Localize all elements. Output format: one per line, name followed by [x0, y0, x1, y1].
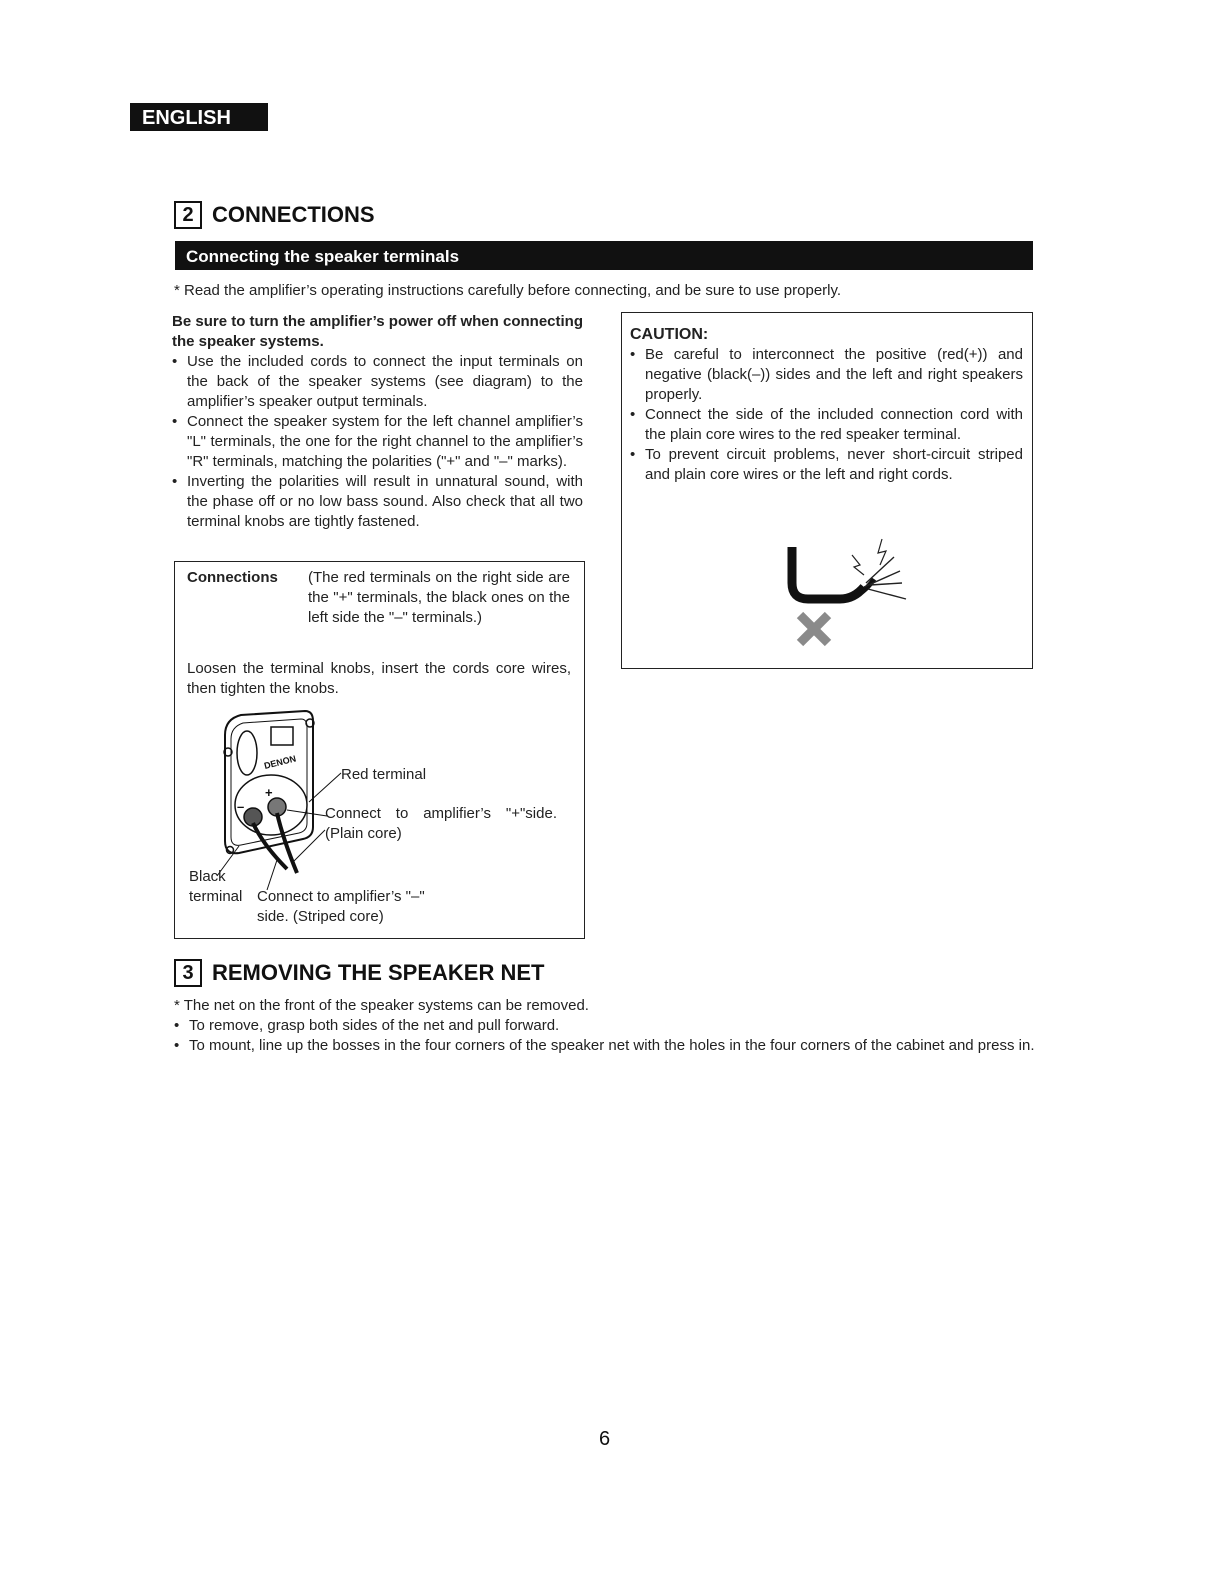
section-number: 2	[174, 201, 202, 229]
list-item: • To prevent circuit problems, never short-circuit striped and plain core wires or the left and right cords.	[630, 445, 1023, 485]
leader-line	[267, 860, 277, 890]
language-tag: ENGLISH	[130, 103, 268, 131]
minus-side-label: Connect to amplifier’s "–"	[257, 888, 425, 905]
left-column-text	[172, 312, 583, 532]
caution-title: CAUTION:	[630, 326, 709, 343]
caution-box	[621, 312, 1033, 669]
list-item: • Be careful to interconnect the positive (red(+)) and negative (black(–)) sides and the left and right speakers properly.	[630, 345, 1023, 405]
list-item: • To mount, line up the bosses in the four corners of the speaker net with the holes in the four corners of the cabinet and press in.	[174, 1036, 1036, 1056]
list-item: • Use the included cords to connect the input terminals on the back of the speaker systems (see diagram) to the amplifier’s speaker output terminals.	[172, 352, 583, 412]
caution-bullet-list	[630, 345, 1023, 485]
list-item: • Connect the side of the included connection cord with the plain core wires to the red speaker terminal.	[630, 405, 1023, 445]
plus-side-label: Connect to amplifier’s "+"side. (Plain core)	[325, 805, 557, 842]
spark-icon	[852, 555, 864, 575]
plus-mark: +	[265, 785, 273, 800]
page-number: 6	[599, 1428, 611, 1450]
leader-line	[293, 830, 325, 862]
frayed-wires	[864, 557, 906, 599]
leader-line	[309, 773, 341, 802]
leader-lines	[175, 562, 586, 940]
list-item: • To remove, grasp both sides of the net and pull forward.	[174, 1016, 1036, 1036]
cross-x-icon	[800, 615, 828, 643]
section-number: 3	[174, 959, 202, 987]
section-heading-speaker-net	[174, 959, 544, 987]
leader-line	[287, 810, 327, 816]
black-label: Black	[189, 868, 226, 885]
speaker-net-text	[174, 996, 1036, 1056]
red-terminal-label: Red terminal	[341, 766, 427, 783]
subheading-speaker-terminals: Connecting the speaker terminals	[175, 241, 1033, 270]
short-circuit-illustration	[782, 535, 912, 655]
connections-box	[174, 561, 585, 939]
terminal-label: terminal	[189, 888, 243, 905]
striped-core-label: side. (Striped core)	[257, 908, 384, 925]
minus-mark: –	[237, 799, 245, 814]
speaker-net-bullet-list	[174, 1016, 1036, 1056]
spark-icon	[878, 539, 886, 565]
brand-logo: DENON	[263, 753, 298, 771]
loosen-knobs-instruction: Loosen the terminal knobs, insert the cords core wires, then tighten the knobs.	[187, 660, 571, 697]
cord-wire	[792, 547, 864, 599]
power-off-warning: Be sure to turn the amplifier’s power off when connecting the speaker systems.	[172, 313, 583, 350]
connections-label: Connections	[187, 569, 278, 586]
section-heading-connections	[174, 201, 375, 229]
connection-bullet-list	[172, 352, 583, 532]
section-title: CONNECTIONS	[212, 202, 375, 227]
terminal-color-note: (The red terminals on the right side are the "+" terminals, the black ones on the left side the "–" terminals.)	[308, 569, 570, 626]
removable-net-note: * The net on the front of the speaker systems can be removed.	[174, 997, 589, 1014]
section-title: REMOVING THE SPEAKER NET	[212, 960, 545, 985]
list-item: • Connect the speaker system for the left channel amplifier’s "L" terminals, the one for the right channel to the amplifier’s "R" terminals, matching the polarities ("+" and "–" marks).	[172, 412, 583, 472]
list-item: • Inverting the polarities will result in unnatural sound, with the phase off or no low bass sound. Also check that all two terminal knobs are tightly fastened.	[172, 472, 583, 532]
read-instructions-note: * Read the amplifier’s operating instructions carefully before connecting, and be sure to use properly.	[174, 282, 842, 299]
